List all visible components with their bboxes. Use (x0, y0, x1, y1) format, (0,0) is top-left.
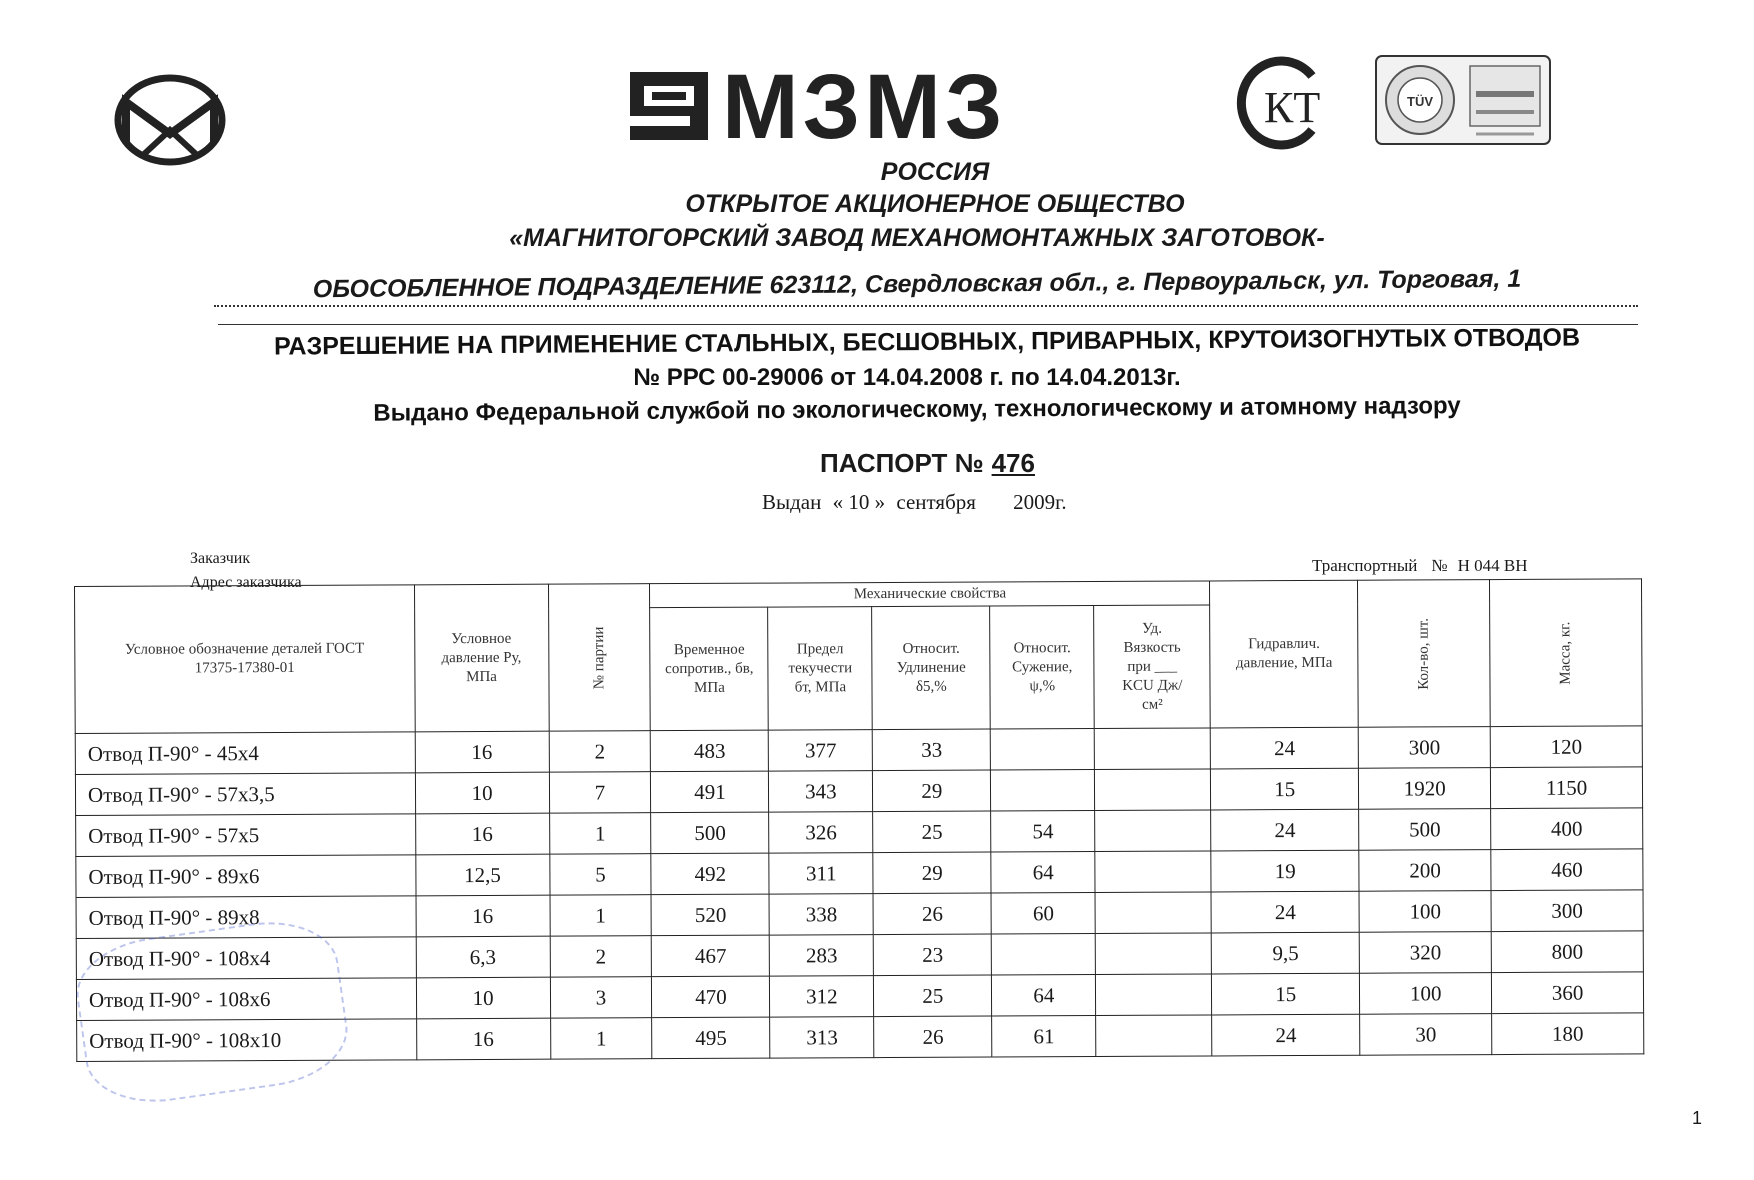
cell-impact (1095, 892, 1211, 934)
cell-hydro: 24 (1211, 891, 1359, 933)
company-logo-text: МЗМЗ (722, 62, 1007, 150)
cell-mass: 400 (1491, 808, 1643, 850)
cell-narrowing: 61 (992, 1016, 1096, 1058)
cell-impact (1096, 933, 1212, 975)
issued-year: 2009г. (1013, 490, 1067, 514)
cell-batch: 1 (550, 895, 652, 936)
cell-batch: 1 (549, 813, 651, 854)
cell-mass: 800 (1491, 931, 1643, 973)
cell-narrowing (991, 770, 1095, 812)
cell-mass: 460 (1491, 849, 1643, 891)
header-divider-dotted (214, 305, 1638, 307)
cell-elongation: 25 (873, 811, 991, 853)
cell-qty: 1920 (1359, 768, 1491, 810)
cell-elongation: 29 (873, 770, 991, 812)
cell-yield: 283 (770, 935, 874, 977)
issued-month: сентября (896, 490, 976, 514)
cell-name: Отвод П-90° - 57х3,5 (75, 773, 415, 816)
cell-narrowing (991, 729, 1095, 771)
header-pressure: Условное давление Ру, МПа (414, 584, 549, 732)
cell-name: Отвод П-90° - 108х10 (77, 1019, 417, 1062)
header-batch-label: № партии (590, 626, 608, 689)
permit-title: РАЗРЕШЕНИЕ НА ПРИМЕНЕНИЕ СТАЛЬНЫХ, БЕСШОВНЫХ, ПРИВАРНЫХ, КРУТОИЗОГНУТЫХ ОТВОДОВ (273, 323, 1581, 361)
cell-batch: 1 (550, 1018, 652, 1059)
cell-hydro: 15 (1211, 768, 1359, 810)
cell-hydro: 24 (1211, 727, 1359, 769)
cell-impact (1096, 974, 1212, 1016)
header-hydro: Гидравлич. давление, МПа (1210, 580, 1359, 728)
cell-narrowing: 64 (991, 852, 1095, 894)
cell-qty: 100 (1360, 973, 1492, 1015)
cell-yield: 311 (769, 853, 873, 895)
header-elongation: Относит. Удлинение δ5,% (872, 606, 991, 729)
cell-narrowing: 64 (992, 975, 1096, 1017)
cell-batch: 3 (550, 977, 652, 1018)
cell-narrowing (992, 934, 1096, 976)
cell-impact (1095, 769, 1211, 811)
header-mass (1490, 579, 1643, 727)
cell-qty: 300 (1358, 727, 1490, 769)
cell-name: Отвод П-90° - 89х6 (76, 855, 416, 898)
header-narrowing: Относит. Сужение, ψ,% (990, 606, 1095, 729)
transport-label: Транспортный (1312, 556, 1418, 575)
header-batch (548, 584, 651, 731)
cell-batch: 2 (550, 936, 652, 977)
customer-address-label: Адрес заказчика (190, 574, 302, 591)
cell-mass: 180 (1492, 1013, 1644, 1055)
cell-yield: 343 (769, 771, 873, 813)
cell-pressure: 12,5 (415, 854, 549, 896)
passport-number: 476 (991, 448, 1035, 478)
cell-hydro: 9,5 (1212, 932, 1360, 974)
header-company-name: «МАГНИТОГОРСКИЙ ЗАВОД МЕХАНОМОНТАЖНЫХ ЗАГОТОВОК- (509, 224, 1325, 252)
passport-table (74, 578, 1644, 1062)
sk-certification-logo (1234, 54, 1326, 150)
issued-day: « 10 » (832, 490, 886, 514)
header-mech-group: Механические свойства (650, 581, 1210, 608)
cell-batch: 7 (549, 772, 651, 813)
cell-yield: 326 (769, 812, 873, 854)
cell-tensile: 500 (651, 812, 769, 854)
cell-qty: 200 (1359, 850, 1491, 892)
transport-value: Н 044 ВН (1457, 556, 1528, 575)
header-qty (1358, 580, 1491, 728)
cell-pressure: 6,3 (416, 936, 550, 978)
cell-pressure: 10 (415, 772, 549, 814)
header-tensile: Временное сопротив., бв, МПа (650, 607, 769, 730)
cell-elongation: 23 (874, 934, 992, 976)
cell-name: Отвод П-90° - 45х4 (75, 732, 415, 775)
passport-label: ПАСПОРТ № (820, 448, 984, 478)
cell-tensile: 483 (651, 730, 769, 772)
cell-mass: 360 (1492, 972, 1644, 1014)
cell-pressure: 16 (416, 895, 550, 937)
header-company-type: ОТКРЫТОЕ АКЦИОНЕРНОЕ ОБЩЕСТВО (685, 190, 1185, 218)
cell-name: Отвод П-90° - 108х4 (76, 937, 416, 980)
cell-impact (1095, 810, 1211, 852)
cell-hydro: 24 (1211, 809, 1359, 851)
cell-narrowing: 60 (991, 893, 1095, 935)
cell-qty: 30 (1360, 1014, 1492, 1056)
cell-tensile: 492 (651, 853, 769, 895)
svg-text:TÜV: TÜV (1407, 94, 1433, 109)
passport-table-wrapper (74, 578, 1644, 1062)
cell-tensile: 470 (652, 976, 770, 1018)
header-country: РОССИЯ (880, 158, 990, 186)
cell-name: Отвод П-90° - 57х5 (76, 814, 416, 857)
cell-elongation: 29 (873, 852, 991, 894)
header-division-address: ОБОСОБЛЕННОЕ ПОДРАЗДЕЛЕНИЕ 623112, Свердловская обл., г. Первоуральск, ул. Торговая, 1 (312, 264, 1522, 304)
transport-number (1312, 556, 1528, 576)
cell-impact (1095, 728, 1211, 770)
cell-tensile: 467 (652, 935, 770, 977)
cell-name: Отвод П-90° - 89х8 (76, 896, 416, 939)
cell-yield: 338 (769, 894, 873, 936)
passport-title (820, 448, 1035, 479)
permit-number: № РРС 00-29006 от 14.04.2008 г. по 14.04.2013г. (633, 364, 1181, 391)
cell-batch: 5 (549, 854, 651, 895)
transport-no-sign: № (1431, 556, 1448, 575)
cell-narrowing: 54 (991, 811, 1095, 853)
cell-yield: 377 (769, 730, 873, 772)
cell-yield: 312 (770, 976, 874, 1018)
company-logo (630, 62, 1090, 150)
header-impact: Уд. Вязкость при ___ KCU Дж/см² (1094, 605, 1211, 728)
cell-qty: 100 (1359, 891, 1491, 933)
cell-mass: 1150 (1491, 767, 1643, 809)
cell-name: Отвод П-90° - 108х6 (76, 978, 416, 1021)
cell-tensile: 520 (651, 894, 769, 936)
customer-label: Заказчик (190, 550, 251, 567)
cell-mass: 120 (1490, 726, 1642, 768)
permit-issuer: Выдано Федеральной службой по экологическому, технологическому и атомному надзору (373, 392, 1461, 427)
table-row (77, 1013, 1644, 1062)
issued-date (762, 490, 1073, 515)
cell-elongation: 25 (874, 975, 992, 1017)
cell-hydro: 24 (1212, 1014, 1360, 1056)
tuv-certification-logo (1374, 54, 1552, 146)
cell-elongation: 26 (873, 893, 991, 935)
cell-batch: 2 (549, 731, 651, 772)
cell-impact (1095, 851, 1211, 893)
cell-pressure: 16 (416, 1018, 550, 1060)
cell-hydro: 19 (1211, 850, 1359, 892)
svg-text:КТ: КТ (1264, 83, 1321, 132)
header-yield: Предел текучести бт, МПа (768, 607, 873, 730)
cell-pressure: 16 (415, 731, 549, 773)
cell-qty: 500 (1359, 809, 1491, 851)
header-mass-label: Масса, кг. (1557, 621, 1574, 685)
cell-yield: 313 (770, 1017, 874, 1059)
cell-tensile: 491 (651, 771, 769, 813)
cell-pressure: 16 (415, 813, 549, 855)
header-designation: Условное обозначение деталей ГОСТ 17375-17380-01 (75, 585, 415, 734)
mmk-logo (112, 72, 228, 168)
issued-label: Выдан (762, 490, 822, 514)
cell-tensile: 495 (652, 1017, 770, 1059)
cell-mass: 300 (1491, 890, 1643, 932)
page-number: 1 (1692, 1108, 1703, 1128)
cell-hydro: 15 (1212, 973, 1360, 1015)
cell-elongation: 26 (874, 1016, 992, 1058)
cell-elongation: 33 (873, 729, 991, 771)
cell-qty: 320 (1359, 932, 1491, 974)
cell-impact (1096, 1015, 1212, 1057)
cell-pressure: 10 (416, 977, 550, 1019)
header-qty-label: Кол-во, шт. (1415, 617, 1432, 690)
